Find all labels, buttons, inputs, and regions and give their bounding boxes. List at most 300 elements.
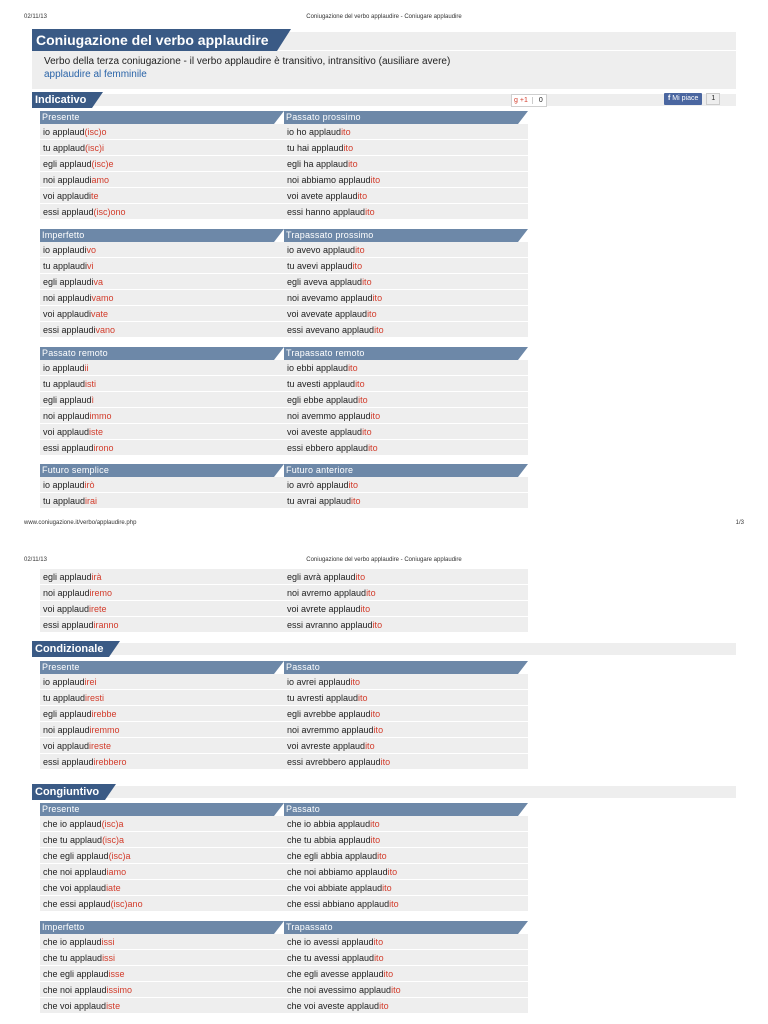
conjugation-stem: noi abbiamo applaud — [287, 175, 371, 185]
conjugation-stem: voi avevate applaud — [287, 309, 368, 319]
conjugation-stem: tu applaud — [43, 379, 86, 389]
tense-block-ind-passato-remoto — [40, 347, 274, 456]
gplus-count: 0 — [532, 97, 546, 104]
section-title-indicativo: Indicativo — [32, 92, 92, 108]
conjugation-ending: ito — [372, 620, 383, 630]
tense-rows — [284, 360, 528, 456]
conjugation-ending: ito — [352, 261, 363, 271]
conjugation-ending: ito — [355, 572, 366, 582]
conjugation-row — [284, 950, 528, 966]
conjugation-row — [40, 274, 284, 290]
conjugation-ending: irai — [85, 496, 98, 506]
conjugation-row — [40, 477, 284, 493]
conjugation-row — [40, 617, 284, 633]
conjugation-row — [40, 392, 284, 408]
tense-header: Passato — [284, 661, 518, 674]
conjugation-row — [40, 982, 284, 998]
conjugation-row — [284, 816, 528, 832]
conjugation-stem: voi avete applaud — [287, 191, 358, 201]
conjugation-stem: che essi applaud — [43, 899, 111, 909]
conjugation-stem: tu avesti applaud — [287, 379, 356, 389]
conjugation-stem: noi applaudi — [43, 293, 92, 303]
conjugation-row — [284, 204, 528, 220]
conjugation-row — [40, 493, 284, 509]
tense-header: Passato prossimo — [284, 111, 518, 124]
conjugation-ending: ito — [358, 693, 368, 703]
tense-rows — [284, 477, 528, 509]
conjugation-ending: ito — [357, 191, 368, 201]
conjugation-ending: ito — [382, 883, 392, 893]
conjugation-row — [284, 617, 528, 633]
conjugation-ending: iste — [106, 1001, 121, 1011]
conjugation-ending: iste — [89, 427, 104, 437]
conjugation-stem: che voi aveste applaud — [287, 1001, 380, 1011]
conjugation-stem: voi avreste applaud — [287, 741, 366, 751]
conjugation-stem: essi avranno applaud — [287, 620, 373, 630]
tense-rows — [284, 934, 528, 1014]
conjugation-ending: ireste — [89, 741, 112, 751]
conjugation-ending: (isc)i — [85, 143, 105, 153]
conjugation-ending: (isc)a — [102, 835, 125, 845]
section-title-condizionale: Condizionale — [32, 641, 109, 657]
tense-rows — [40, 569, 284, 633]
tense-header: Passato remoto — [40, 347, 274, 360]
conjugation-stem: essi applaud — [43, 207, 94, 217]
conjugation-ending: issi — [102, 953, 116, 963]
conjugation-ending: ito — [355, 379, 365, 389]
conjugation-stem: che egli applaud — [43, 851, 109, 861]
conjugation-ending: (isc)o — [84, 127, 107, 137]
conjugation-stem: noi avremmo applaud — [287, 725, 374, 735]
conjugation-stem: che egli avesse applaud — [287, 969, 384, 979]
conjugation-ending: amo — [91, 175, 110, 185]
tense-block-ind-trapassato-prossimo — [284, 229, 518, 338]
tense-block-ind-passato-prossimo — [284, 111, 518, 220]
conjugation-ending: ito — [380, 757, 391, 767]
conjugation-stem: noi applaudi — [43, 175, 92, 185]
conjugation-ending: ito — [358, 395, 368, 405]
conjugation-stem: noi avremo applaud — [287, 588, 367, 598]
conjugation-ending: ito — [343, 143, 354, 153]
conjugation-stem: voi applaudi — [43, 191, 92, 201]
conjugation-ending: ito — [367, 309, 377, 319]
conjugation-row — [40, 966, 284, 982]
conjugation-ending: ito — [389, 899, 399, 909]
conjugation-stem: io applaud — [43, 127, 85, 137]
gplus-icon: g — [514, 97, 518, 104]
conjugation-row — [40, 738, 284, 754]
tense-header: Trapassato — [284, 921, 518, 934]
conjugation-row — [284, 722, 528, 738]
conjugation-stem: che io applaud — [43, 937, 102, 947]
conjugation-stem: egli aveva applaud — [287, 277, 363, 287]
conjugation-row — [284, 864, 528, 880]
tense-rows — [40, 242, 284, 338]
conjugation-stem: essi applaud — [43, 757, 94, 767]
conjugation-row — [40, 408, 284, 424]
conjugation-row — [284, 880, 528, 896]
conjugation-ending: irei — [84, 677, 97, 687]
conjugation-ending: issi — [101, 937, 115, 947]
conjugation-ending: vo — [86, 245, 97, 255]
conjugation-stem: egli applaud — [43, 572, 92, 582]
conjugation-row — [284, 896, 528, 912]
conjugation-ending: ito — [370, 835, 381, 845]
print-footer — [0, 520, 768, 532]
conjugation-row — [40, 816, 284, 832]
conjugation-ending: ito — [348, 480, 359, 490]
facebook-like-button[interactable] — [664, 93, 720, 105]
conjugation-row — [40, 601, 284, 617]
conjugation-row — [40, 848, 284, 864]
tense-header: Trapassato remoto — [284, 347, 518, 360]
conjugation-stem: essi avevano applaud — [287, 325, 375, 335]
conjugation-ending: ito — [370, 411, 381, 421]
conjugation-stem: egli applaudi — [43, 277, 94, 287]
title-bar — [32, 32, 736, 50]
conjugation-row — [40, 140, 284, 156]
conjugation-ending: ito — [365, 207, 375, 217]
conjugation-stem: io avevo applaud — [287, 245, 356, 255]
conjugation-stem: che noi applaud — [43, 867, 107, 877]
conjugation-ending: irebbero — [93, 757, 127, 767]
conjugation-ending: (isc)ono — [93, 207, 126, 217]
conjugation-stem: io avrei applaud — [287, 677, 351, 687]
tense-block-ind-imperfetto — [40, 229, 274, 338]
conjugation-ending: ito — [383, 969, 394, 979]
conjugation-row — [284, 392, 528, 408]
conjugation-stem: che noi abbiamo applaud — [287, 867, 388, 877]
conjugation-row — [40, 440, 284, 456]
conjugation-row — [40, 674, 284, 690]
conjugation-row — [40, 424, 284, 440]
conjugation-stem: noi applaud — [43, 725, 90, 735]
conjugation-stem: essi hanno applaud — [287, 207, 366, 217]
tense-rows — [40, 477, 284, 509]
conjugation-ending: ii — [84, 363, 89, 373]
tense-block-cong-imperfetto — [40, 921, 274, 1014]
conjugation-stem: io applaud — [43, 363, 85, 373]
tense-block-cong-presente — [40, 803, 274, 912]
conjugation-ending: ito — [368, 443, 378, 453]
conjugation-stem: che io applaud — [43, 819, 102, 829]
feminine-link[interactable]: applaudire al femminile — [44, 69, 147, 80]
conjugation-ending: immo — [89, 411, 112, 421]
conjugation-row — [284, 477, 528, 493]
conjugation-ending: iranno — [93, 620, 119, 630]
conjugation-ending: ito — [370, 175, 381, 185]
print-title: Coniugazione del verbo applaudire - Coniugare applaudire — [306, 14, 462, 20]
conjugation-row — [284, 493, 528, 509]
conjugation-ending: (isc)a — [108, 851, 131, 861]
conjugation-ending: iremmo — [89, 725, 120, 735]
conjugation-ending: ito — [374, 953, 384, 963]
tense-block-ind-presente — [40, 111, 274, 220]
conjugation-ending: ito — [373, 937, 384, 947]
conjugation-ending: irebbe — [91, 709, 117, 719]
conjugation-stem: io avrò applaud — [287, 480, 349, 490]
conjugation-row — [40, 258, 284, 274]
conjugation-stem: voi applaud — [43, 604, 90, 614]
conjugation-row — [284, 998, 528, 1014]
tense-block-ind-futuro-semplice — [40, 569, 274, 633]
conjugation-row — [40, 950, 284, 966]
conjugation-row — [284, 274, 528, 290]
conjugation-ending: ì — [91, 395, 95, 405]
conjugation-stem: che tu applaud — [43, 835, 103, 845]
conjugation-ending: ito — [377, 851, 387, 861]
facebook-icon: f — [668, 95, 671, 102]
conjugation-ending: ito — [372, 293, 383, 303]
tense-header: Presente — [40, 803, 274, 816]
tense-rows — [284, 242, 528, 338]
conjugation-stem: che tu abbia applaud — [287, 835, 371, 845]
conjugation-stem: tu hai applaud — [287, 143, 344, 153]
conjugation-row — [284, 376, 528, 392]
conjugation-row — [40, 188, 284, 204]
conjugation-stem: io applaud — [43, 677, 85, 687]
conjugation-row — [284, 322, 528, 338]
conjugation-ending: ito — [379, 1001, 389, 1011]
conjugation-ending: (isc)e — [91, 159, 114, 169]
conjugation-stem: che io abbia applaud — [287, 819, 371, 829]
conjugation-stem: essi applaud — [43, 443, 94, 453]
conjugation-row — [284, 440, 528, 456]
conjugation-row — [40, 322, 284, 338]
conjugation-stem: voi applaud — [43, 741, 90, 751]
conjugation-stem: che egli applaud — [43, 969, 109, 979]
tense-rows — [284, 569, 528, 633]
tense-header: Futuro anteriore — [284, 464, 518, 477]
conjugation-row — [284, 140, 528, 156]
conjugation-ending: issimo — [106, 985, 133, 995]
conjugation-row — [40, 896, 284, 912]
tense-rows — [40, 124, 284, 220]
conjugation-ending: ito — [351, 496, 361, 506]
conjugation-stem: essi applaudi — [43, 325, 96, 335]
tense-block-ind-trapassato-remoto — [284, 347, 518, 456]
conjugation-stem: che tu applaud — [43, 953, 103, 963]
conjugation-ending: ito — [350, 677, 361, 687]
section-title-congiuntivo: Congiuntivo — [32, 784, 105, 800]
tense-rows — [40, 934, 284, 1014]
conjugation-ending: ito — [391, 985, 401, 995]
conjugation-stem: noi applaud — [43, 588, 90, 598]
conjugation-ending: ito — [348, 363, 358, 373]
conjugation-ending: ito — [387, 867, 398, 877]
conjugation-stem: voi aveste applaud — [287, 427, 363, 437]
conjugation-ending: vamo — [91, 293, 114, 303]
conjugation-stem: egli ebbe applaud — [287, 395, 359, 405]
conjugation-stem: io applaudi — [43, 245, 87, 255]
conjugation-stem: tu applaud — [43, 143, 86, 153]
tense-rows — [284, 124, 528, 220]
conjugation-row — [40, 880, 284, 896]
conjugation-stem: tu avrai applaud — [287, 496, 352, 506]
tense-header: Imperfetto — [40, 921, 274, 934]
conjugation-ending: isti — [85, 379, 97, 389]
tense-rows — [284, 816, 528, 912]
tense-block-cong-passato — [284, 803, 518, 912]
section-bar-indicativo — [32, 94, 736, 106]
conjugation-ending: irà — [91, 572, 102, 582]
conjugation-row — [40, 832, 284, 848]
conjugation-ending: ito — [370, 709, 381, 719]
conjugation-row — [284, 156, 528, 172]
conjugation-stem: egli ha applaud — [287, 159, 349, 169]
tense-header: Trapassato prossimo — [284, 229, 518, 242]
section-bar-condizionale — [32, 643, 736, 655]
conjugation-ending: iremo — [89, 588, 113, 598]
print-header-2 — [0, 557, 768, 569]
conjugation-ending: ito — [365, 741, 375, 751]
tense-block-ind-futuro-anteriore — [284, 569, 518, 633]
conjugation-row — [284, 674, 528, 690]
tense-header: Imperfetto — [40, 229, 274, 242]
conjugation-ending: ito — [366, 588, 376, 598]
verb-info-box — [32, 51, 736, 89]
conjugation-stem: che egli abbia applaud — [287, 851, 378, 861]
tense-block-ind-futuro-semplice — [40, 464, 274, 509]
conjugation-ending: iamo — [106, 867, 127, 877]
conjugation-ending: ito — [374, 325, 384, 335]
conjugation-stem: voi applaudi — [43, 309, 92, 319]
conjugation-stem: che voi abbiate applaud — [287, 883, 383, 893]
print-url: www.coniugazione.it/verbo/applaudire.php — [24, 520, 137, 526]
conjugation-ending: ito — [373, 725, 384, 735]
conjugation-stem: tu avresti applaud — [287, 693, 359, 703]
conjugation-row — [284, 408, 528, 424]
conjugation-row — [40, 242, 284, 258]
conjugation-ending: ito — [360, 604, 371, 614]
conjugation-stem: egli applaud — [43, 709, 92, 719]
print-header — [0, 14, 768, 26]
section-bar-congiuntivo — [32, 786, 736, 798]
conjugation-row — [40, 722, 284, 738]
conjugation-row — [284, 966, 528, 982]
conjugation-row — [284, 601, 528, 617]
conjugation-row — [40, 690, 284, 706]
conjugation-ending: ito — [362, 427, 372, 437]
conjugation-row — [284, 832, 528, 848]
conjugation-stem: che io avessi applaud — [287, 937, 374, 947]
conjugation-row — [284, 172, 528, 188]
conjugation-stem: che tu avessi applaud — [287, 953, 375, 963]
conjugation-stem: noi avemmo applaud — [287, 411, 371, 421]
conjugation-row — [40, 376, 284, 392]
conjugation-ending: vate — [91, 309, 109, 319]
facebook-like-count: 1 — [706, 93, 720, 105]
conjugation-ending: ito — [355, 245, 365, 255]
tense-header: Presente — [40, 661, 274, 674]
conjugation-stem: essi avrebbero applaud — [287, 757, 381, 767]
conjugation-row — [40, 360, 284, 376]
conjugation-row — [284, 124, 528, 140]
tense-block-ind-futuro-anteriore — [284, 464, 518, 509]
conjugation-stem: tu avevi applaud — [287, 261, 353, 271]
conjugation-row — [284, 982, 528, 998]
conjugation-stem: essi ebbero applaud — [287, 443, 369, 453]
conjugation-row — [284, 934, 528, 950]
conjugation-row — [284, 188, 528, 204]
tense-header: Futuro semplice — [40, 464, 274, 477]
conjugation-stem: che essi abbiano applaud — [287, 899, 390, 909]
conjugation-stem: egli applaud — [43, 395, 92, 405]
conjugation-row — [40, 706, 284, 722]
conjugation-ending: va — [93, 277, 104, 287]
facebook-like-label: f Mi piace — [664, 93, 702, 105]
conjugation-ending: isse — [108, 969, 125, 979]
conjugation-ending: iate — [106, 883, 121, 893]
tense-header: Presente — [40, 111, 274, 124]
print-date: 02/11/13 — [24, 14, 47, 20]
conjugation-stem: noi avevamo applaud — [287, 293, 373, 303]
conjugation-row — [40, 306, 284, 322]
conjugation-row — [284, 290, 528, 306]
conjugation-row — [40, 585, 284, 601]
conjugation-ending: (isc)ano — [110, 899, 143, 909]
conjugation-stem: io ho applaud — [287, 127, 342, 137]
conjugation-ending: irete — [89, 604, 107, 614]
conjugation-row — [284, 424, 528, 440]
conjugation-stem: egli avrà applaud — [287, 572, 356, 582]
conjugation-row — [40, 998, 284, 1014]
conjugation-ending: te — [91, 191, 99, 201]
conjugation-ending: vi — [87, 261, 94, 271]
conjugation-stem: io applaud — [43, 480, 85, 490]
conjugation-stem: tu applaud — [43, 693, 86, 703]
conjugation-row — [40, 569, 284, 585]
tense-block-cong-trapassato — [284, 921, 518, 1014]
conjugation-row — [284, 690, 528, 706]
print-title: Coniugazione del verbo applaudire - Coniugare applaudire — [306, 557, 462, 563]
conjugation-ending: irono — [93, 443, 114, 453]
conjugation-row — [284, 848, 528, 864]
conjugation-stem: io ebbi applaud — [287, 363, 349, 373]
conjugation-stem: essi applaud — [43, 620, 94, 630]
conjugation-row — [40, 754, 284, 770]
conjugation-row — [40, 124, 284, 140]
tense-block-cond-presente — [40, 661, 274, 770]
tense-block-cond-passato — [284, 661, 518, 770]
conjugation-row — [40, 204, 284, 220]
conjugation-row — [284, 585, 528, 601]
conjugation-row — [40, 156, 284, 172]
gplus-button[interactable]: g +1 0 — [511, 94, 547, 107]
conjugation-row — [40, 172, 284, 188]
conjugation-row — [40, 934, 284, 950]
tense-rows — [40, 816, 284, 912]
print-date: 02/11/13 — [24, 557, 47, 563]
conjugation-stem: voi avrete applaud — [287, 604, 361, 614]
conjugation-row — [284, 258, 528, 274]
conjugation-stem: egli avrebbe applaud — [287, 709, 371, 719]
conjugation-stem: che noi avessimo applaud — [287, 985, 392, 995]
conjugation-row — [284, 738, 528, 754]
conjugation-stem: voi applaud — [43, 427, 90, 437]
conjugation-stem: tu applaudi — [43, 261, 88, 271]
conjugation-row — [284, 306, 528, 322]
tense-header: Passato — [284, 803, 518, 816]
print-page-number: 1/3 — [735, 520, 744, 526]
page-title: Coniugazione del verbo applaudire — [32, 29, 277, 51]
tense-rows — [284, 674, 528, 770]
conjugation-row — [284, 242, 528, 258]
conjugation-row — [284, 754, 528, 770]
conjugation-ending: (isc)a — [101, 819, 124, 829]
conjugation-row — [40, 864, 284, 880]
conjugation-row — [284, 706, 528, 722]
